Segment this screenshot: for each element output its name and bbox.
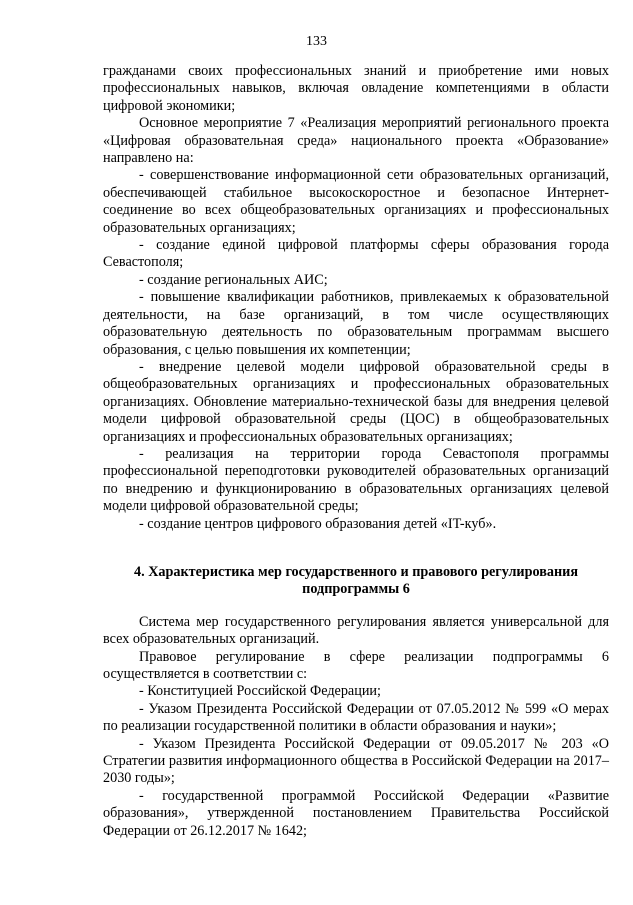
paragraph: - Конституцией Российской Федерации; xyxy=(139,683,381,700)
page-content xyxy=(103,63,609,840)
paragraph: - совершенствование информационной сети образовательных организаций, обеспечивающей стабильное высокоскоростное и безопасное Интернет-соединение во всех общеобразовательных организациях и профессиональных образовательных организациях; xyxy=(103,167,609,236)
paragraph: - создание региональных АИС; xyxy=(139,271,328,288)
paragraph: гражданами своих профессиональных знаний и приобретение ими новых профессиональных навыков, включая овладение компетенциями в области цифровой экономики; xyxy=(103,63,609,114)
paragraph: Система мер государственного регулирования является универсальной для всех образовательных организаций. xyxy=(103,613,609,648)
section-after-heading xyxy=(103,614,609,840)
paragraph: Правовое регулирование в сфере реализации подпрограммы 6 осуществляется в соответствии с: xyxy=(103,648,609,682)
paragraph: - внедрение целевой модели цифровой образовательной среды в общеобразовательных организациях и профессиональных образовательных организациях. Обновление материально-технической базы для внедрения целевой модели цифровой образовательной среды (ЦОС) в общеобразовательных организациях и профессиональных образовательных организациях; xyxy=(103,358,609,445)
paragraph: - создание центров цифрового образования детей «IT-куб». xyxy=(139,515,497,532)
section-before-heading xyxy=(103,63,609,533)
section-heading-line-1: 4. Характеристика мер государственного и правового регулирования xyxy=(134,563,578,580)
paragraph: - повышение квалификации работников, привлекаемых к образовательной деятельности, на базе организаций, в том числе осуществляющих образовательную деятельность по образовательным программам высшего образования, с целью повышения их компетенции; xyxy=(103,289,609,358)
paragraph: - реализация на территории города Севастополя программы профессиональной переподготовки руководителей образовательных организаций по внедрению и функционированию в образовательных организациях целевой модели цифровой образовательной среды; xyxy=(103,445,609,515)
paragraph: - Указом Президента Российской Федерации от 07.05.2012 № 599 «О мерах по реализации государственной политики в области образования и науки»; xyxy=(103,700,609,735)
paragraph: - Указом Президента Российской Федерации от 09.05.2017 № 203 «О Стратегии развития информационного общества в Российской Федерации на 2017–2030 годы»; xyxy=(103,735,609,787)
section-heading xyxy=(103,564,609,599)
paragraph: Основное мероприятие 7 «Реализация мероприятий регионального проекта «Цифровая образовательная среда» национального проекта «Образование» направлено на: xyxy=(103,115,609,167)
paragraph: - государственной программой Российской Федерации «Развитие образования», утвержденной постановлением Правительства Российской Федерации от 26.12.2017 № 1642; xyxy=(103,787,609,839)
page-number: 133 xyxy=(306,34,327,49)
paragraph: - создание единой цифровой платформы сферы образования города Севастополя; xyxy=(103,237,609,271)
section-heading-line-2: подпрограммы 6 xyxy=(302,581,410,598)
